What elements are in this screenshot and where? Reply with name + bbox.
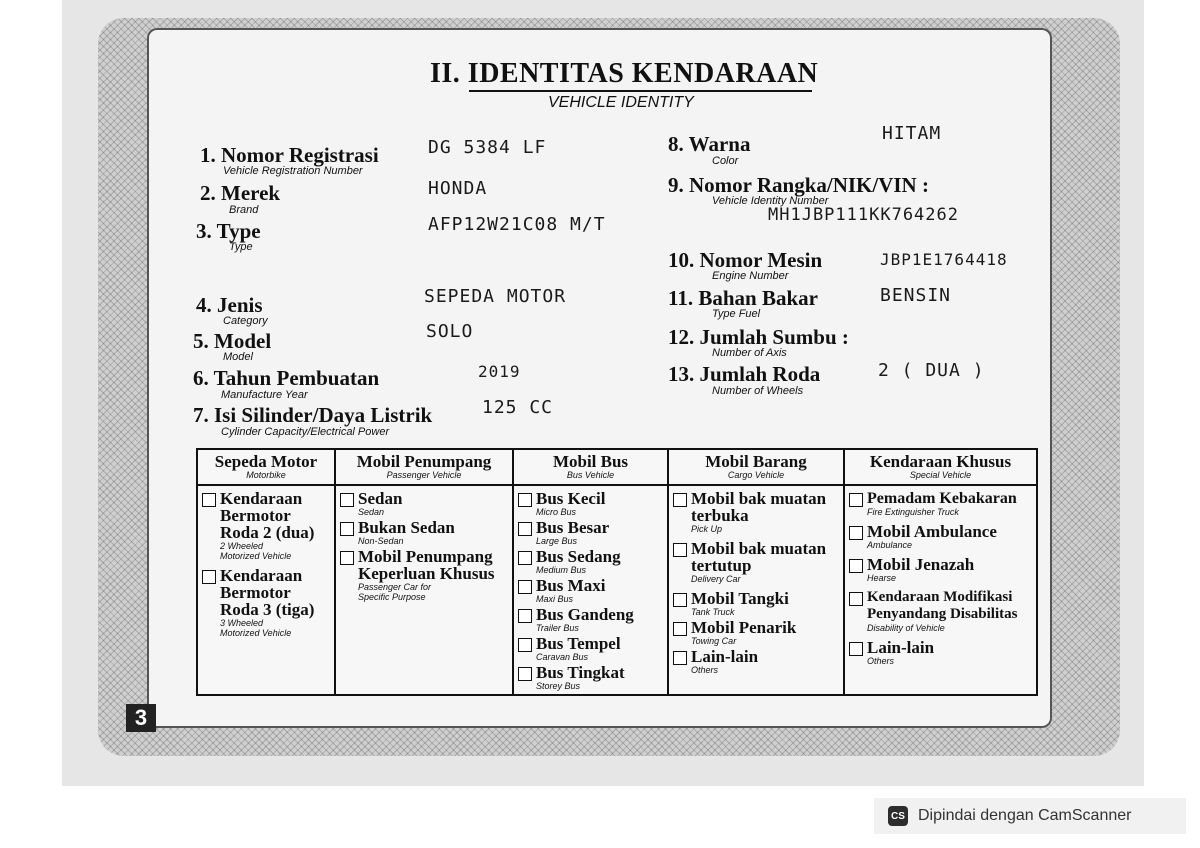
category-option[interactable]	[669, 540, 843, 584]
field-sub-engine: Engine Number	[712, 270, 789, 282]
field-label-engine: 10. Nomor Mesin	[668, 248, 823, 272]
category-option[interactable]	[845, 589, 1036, 633]
category-column-special	[845, 450, 1036, 694]
option-sub: Maxi Bus	[536, 594, 574, 604]
checkbox[interactable]	[518, 638, 532, 652]
camscanner-watermark	[874, 798, 1186, 834]
field-value-registration: DG 5384 LF	[428, 137, 547, 158]
option-label: Mobil bak muatan terbuka	[691, 489, 827, 525]
checkbox[interactable]	[673, 593, 687, 607]
field-label-vin: 9. Nomor Rangka/NIK/VIN :	[668, 173, 929, 197]
field-sub-vin: Vehicle Identity Number	[712, 195, 829, 207]
category-subtitle: Passenger Vehicle	[386, 470, 462, 480]
category-subtitle: Bus Vehicle	[566, 470, 615, 480]
category-title: Sepeda Motor	[214, 452, 318, 471]
category-option[interactable]	[845, 556, 1036, 583]
field-sub-year: Manufacture Year	[221, 389, 308, 401]
option-sub: Towing Car	[691, 636, 737, 646]
category-option[interactable]	[514, 635, 667, 662]
checkbox[interactable]	[518, 522, 532, 536]
category-option[interactable]	[336, 519, 512, 546]
category-option[interactable]	[845, 490, 1036, 517]
field-value-type: AFP12W21C08 M/T	[428, 214, 606, 235]
field-sub-wheels: Number of Wheels	[712, 385, 804, 397]
field-value-engine: JBP1E1764418	[880, 250, 1008, 269]
category-option[interactable]	[669, 619, 843, 646]
field-sub-brand: Brand	[229, 204, 259, 216]
category-column-bus	[514, 450, 669, 694]
category-option[interactable]	[198, 490, 334, 561]
option-label: Lain-lain	[691, 647, 759, 666]
field-label-year: 6. Tahun Pembuatan	[193, 366, 380, 390]
option-label: Sedan	[358, 489, 403, 508]
category-header	[198, 450, 334, 486]
checkbox[interactable]	[340, 493, 354, 507]
checkbox[interactable]	[518, 493, 532, 507]
option-label: Mobil Penarik	[691, 618, 797, 637]
category-option[interactable]	[669, 490, 843, 534]
option-sub: Ambulance	[867, 540, 913, 550]
option-sub: Others	[691, 665, 719, 675]
checkbox[interactable]	[849, 592, 863, 606]
field-value-vin: MH1JBP111KK764262	[768, 205, 959, 225]
camscanner-text: Dipindai dengan CamScanner	[918, 807, 1132, 824]
option-label: Bus Gandeng	[536, 605, 634, 624]
category-title: Mobil Penumpang	[356, 452, 492, 471]
field-sub-category: Category	[223, 315, 268, 327]
category-column-cargo	[669, 450, 845, 694]
category-header	[669, 450, 843, 486]
field-value-brand: HONDA	[428, 178, 488, 199]
page-title: II. IDENTITAS KENDARAAN	[430, 58, 819, 89]
option-label: Bus Kecil	[536, 489, 606, 508]
field-sub-color: Color	[712, 155, 739, 167]
checkbox[interactable]	[849, 642, 863, 656]
category-subtitle: Motorbike	[246, 470, 286, 480]
field-value-model: SOLO	[426, 321, 474, 342]
category-option[interactable]	[514, 548, 667, 575]
field-label-brand: 2. Merek	[200, 181, 281, 205]
option-label: Mobil Jenazah	[867, 555, 975, 574]
category-title: Kendaraan Khusus	[869, 452, 1012, 471]
option-label: Mobil Ambulance	[867, 522, 997, 541]
category-subtitle: Special Vehicle	[909, 470, 972, 480]
option-sub: Medium Bus	[536, 565, 587, 575]
option-label: Kendaraan Bermotor Roda 2 (dua)	[220, 489, 315, 542]
field-label-category: 4. Jenis	[196, 293, 263, 317]
category-option[interactable]	[198, 567, 334, 638]
option-label: Bus Maxi	[536, 576, 606, 595]
option-sub: Micro Bus	[536, 507, 577, 517]
option-label: Bus Sedang	[536, 547, 621, 566]
checkbox[interactable]	[340, 551, 354, 565]
checkbox[interactable]	[849, 526, 863, 540]
option-label: Lain-lain	[867, 638, 935, 657]
field-value-wheels: 2 ( DUA )	[878, 360, 985, 381]
checkbox[interactable]	[518, 609, 532, 623]
option-label: Kendaraan Bermotor Roda 3 (tiga)	[220, 566, 315, 619]
option-sub: Disability of Vehicle	[867, 623, 945, 633]
checkbox[interactable]	[673, 493, 687, 507]
field-sub-axis: Number of Axis	[712, 347, 787, 359]
page-number: 3	[126, 704, 156, 732]
category-option[interactable]	[669, 648, 843, 675]
camscanner-icon: CS	[888, 806, 908, 826]
category-option[interactable]	[845, 523, 1036, 550]
category-option[interactable]	[514, 606, 667, 633]
option-sub: Non-Sedan	[358, 536, 404, 546]
title-underline	[469, 90, 812, 92]
category-option[interactable]	[336, 548, 512, 602]
option-sub: Passenger Car for Specific Purpose	[358, 582, 432, 602]
option-label: Bukan Sedan	[358, 518, 455, 537]
field-sub-fuel: Type Fuel	[712, 308, 761, 320]
option-sub: Large Bus	[536, 536, 578, 546]
option-sub: Fire Extinguisher Truck	[867, 507, 959, 517]
field-value-fuel: BENSIN	[880, 285, 952, 306]
checkbox[interactable]	[673, 543, 687, 557]
option-sub: Sedan	[358, 507, 385, 517]
option-sub: Hearse	[867, 573, 897, 583]
category-header	[336, 450, 512, 486]
category-option[interactable]	[336, 490, 512, 517]
category-header	[845, 450, 1036, 486]
checkbox[interactable]	[518, 551, 532, 565]
field-label-axis: 12. Jumlah Sumbu :	[668, 325, 849, 349]
checkbox[interactable]	[202, 570, 216, 584]
option-sub: Others	[867, 656, 895, 666]
category-option[interactable]	[514, 490, 667, 517]
field-sub-registration: Vehicle Registration Number	[223, 165, 363, 177]
checkbox[interactable]	[518, 580, 532, 594]
field-label-model: 5. Model	[193, 329, 272, 353]
option-sub: Trailer Bus	[536, 623, 579, 633]
option-sub: Tank Truck	[691, 607, 735, 617]
option-label: Kendaraan Modifikasi Penyandang Disabilitas	[867, 589, 1018, 622]
option-label: Bus Tingkat	[536, 663, 625, 682]
option-sub: Pick Up	[691, 524, 723, 534]
category-option[interactable]	[845, 639, 1036, 666]
page-subtitle: VEHICLE IDENTITY	[548, 94, 694, 111]
field-label-type: 3. Type	[196, 219, 261, 243]
option-sub: Caravan Bus	[536, 652, 589, 662]
checkbox[interactable]	[518, 667, 532, 681]
category-option[interactable]	[514, 664, 667, 691]
field-label-fuel: 11. Bahan Bakar	[668, 286, 818, 310]
checkbox[interactable]	[673, 622, 687, 636]
field-value-year: 2019	[478, 362, 521, 381]
checkbox[interactable]	[340, 522, 354, 536]
category-column-passenger	[336, 450, 514, 694]
field-label-wheels: 13. Jumlah Roda	[668, 362, 821, 386]
field-sub-cylinder: Cylinder Capacity/Electrical Power	[221, 426, 390, 438]
field-value-color: HITAM	[882, 123, 942, 144]
option-sub: Storey Bus	[536, 681, 581, 691]
category-column-motorbike	[198, 450, 336, 694]
category-subtitle: Cargo Vehicle	[727, 470, 785, 480]
checkbox[interactable]	[849, 559, 863, 573]
option-label: Mobil Penumpang Keperluan Khusus	[358, 547, 495, 583]
category-title: Mobil Bus	[552, 452, 629, 471]
checkbox[interactable]	[673, 651, 687, 665]
option-label: Bus Tempel	[536, 634, 621, 653]
category-option[interactable]	[669, 590, 843, 617]
field-label-color: 8. Warna	[668, 132, 751, 156]
checkbox[interactable]	[202, 493, 216, 507]
option-sub: 3 Wheeled Motorized Vehicle	[220, 618, 292, 638]
checkbox[interactable]	[849, 493, 863, 507]
field-value-category: SEPEDA MOTOR	[424, 286, 567, 307]
category-title: Mobil Barang	[705, 452, 807, 471]
field-sub-model: Model	[223, 351, 253, 363]
option-sub: Delivery Car	[691, 574, 741, 584]
vehicle-category-table	[196, 448, 1038, 696]
field-sub-type: Type	[229, 241, 253, 253]
option-label: Pemadam Kebakaran	[867, 490, 1017, 507]
category-option[interactable]	[514, 577, 667, 604]
option-sub: 2 Wheeled Motorized Vehicle	[220, 541, 292, 561]
option-label: Mobil bak muatan tertutup	[691, 539, 827, 575]
category-option[interactable]	[514, 519, 667, 546]
option-label: Bus Besar	[536, 518, 610, 537]
category-header	[514, 450, 667, 486]
field-label-registration: 1. Nomor Registrasi	[200, 143, 379, 167]
field-value-cylinder: 125 CC	[482, 397, 554, 418]
option-label: Mobil Tangki	[691, 589, 789, 608]
field-label-cylinder: 7. Isi Silinder/Daya Listrik	[193, 403, 433, 427]
